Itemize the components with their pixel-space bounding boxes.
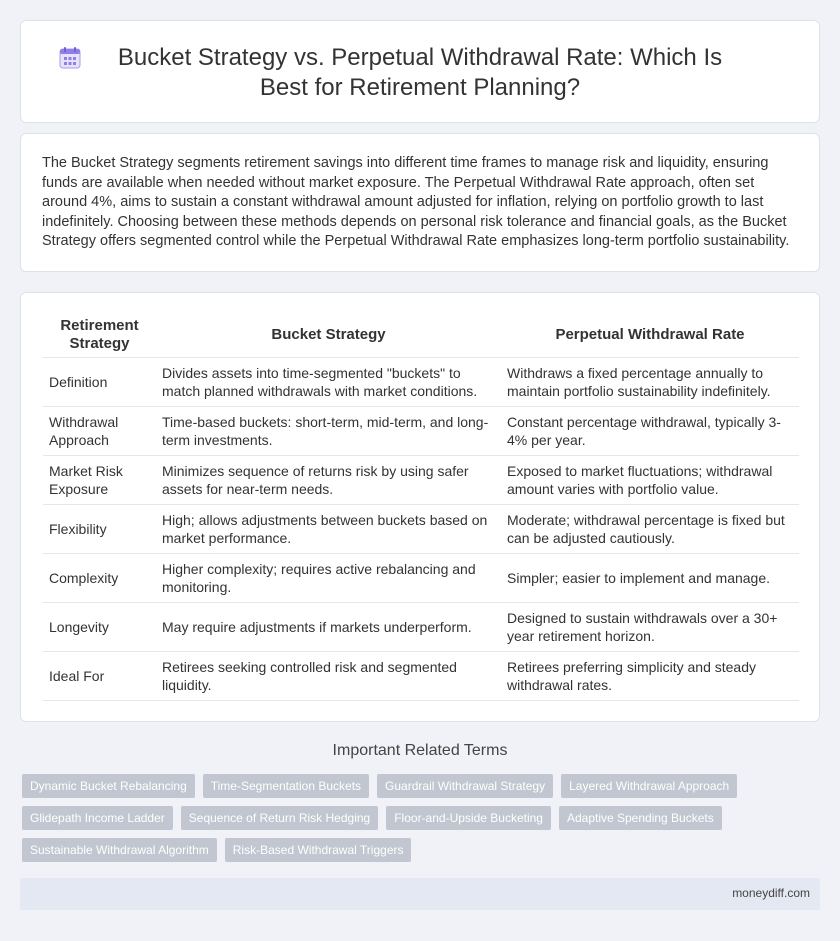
- related-terms-list: [22, 774, 802, 862]
- related-term-tag[interactable]: Layered Withdrawal Approach: [561, 774, 737, 798]
- row-label: Definition: [43, 357, 156, 406]
- column-header-strategy: Retirement Strategy: [43, 314, 156, 357]
- footer: [20, 878, 820, 910]
- footer-site-link[interactable]: moneydiff.com: [732, 886, 810, 900]
- perpetual-cell: Constant percentage withdrawal, typically 3-4% per year.: [501, 406, 799, 455]
- related-terms-title: Important Related Terms: [332, 742, 508, 759]
- row-label: Market Risk Exposure: [43, 455, 156, 504]
- row-label: Ideal For: [43, 651, 156, 700]
- column-header-bucket: Bucket Strategy: [156, 314, 501, 357]
- row-label: Withdrawal Approach: [43, 406, 156, 455]
- related-term-tag[interactable]: Dynamic Bucket Rebalancing: [22, 774, 195, 798]
- page-title: [21, 43, 819, 103]
- related-term-tag[interactable]: Risk-Based Withdrawal Triggers: [225, 838, 412, 862]
- column-header-perpetual: Perpetual Withdrawal Rate: [501, 314, 799, 357]
- table-row: [43, 357, 799, 406]
- row-label: Longevity: [43, 602, 156, 651]
- related-term-tag[interactable]: Guardrail Withdrawal Strategy: [377, 774, 553, 798]
- bucket-cell: May require adjustments if markets underperform.: [156, 602, 501, 651]
- bucket-cell: High; allows adjustments between buckets based on market performance.: [156, 504, 501, 553]
- bucket-cell: Higher complexity; requires active rebalancing and monitoring.: [156, 553, 501, 602]
- perpetual-cell: Withdraws a fixed percentage annually to maintain portfolio sustainability indefinitely.: [501, 357, 799, 406]
- intro-card: [20, 133, 820, 272]
- related-term-tag[interactable]: Sequence of Return Risk Hedging: [181, 806, 378, 830]
- table-header-row: [43, 314, 799, 357]
- related-term-tag[interactable]: Floor-and-Upside Bucketing: [386, 806, 551, 830]
- table-row: [43, 406, 799, 455]
- row-label: Complexity: [43, 553, 156, 602]
- page-title-text: Bucket Strategy vs. Perpetual Withdrawal Rate: Which Is Best for Retirement Planning?: [117, 44, 723, 101]
- table-row: [43, 455, 799, 504]
- related-term-tag[interactable]: Glidepath Income Ladder: [22, 806, 173, 830]
- perpetual-cell: Designed to sustain withdrawals over a 30+ year retirement horizon.: [501, 602, 799, 651]
- related-term-tag[interactable]: Sustainable Withdrawal Algorithm: [22, 838, 217, 862]
- intro-paragraph: The Bucket Strategy segments retirement savings into different time frames to manage risk and liquidity, ensuring funds are available when needed without market exposure. The Perpetual Withdrawal Rate approach, often set around 4%, aims to sustain a constant withdrawal amount adjusted for inflation, relying on portfolio growth to last indefinitely. Choosing between these methods depends on personal risk tolerance and financial goals, as the Bucket Strategy offers segmented control while the Perpetual Withdrawal Rate emphasizes long-term portfolio sustainability.: [42, 155, 790, 249]
- related-term-tag[interactable]: Time-Segmentation Buckets: [203, 774, 369, 798]
- bucket-cell: Minimizes sequence of returns risk by using safer assets for near-term needs.: [156, 455, 501, 504]
- table-row: [43, 602, 799, 651]
- title-card: [20, 20, 820, 123]
- bucket-cell: Divides assets into time-segmented "buckets" to match planned withdrawals with market conditions.: [156, 357, 501, 406]
- related-term-tag[interactable]: Adaptive Spending Buckets: [559, 806, 722, 830]
- perpetual-cell: Moderate; withdrawal percentage is fixed but can be adjusted cautiously.: [501, 504, 799, 553]
- perpetual-cell: Exposed to market fluctuations; withdrawal amount varies with portfolio value.: [501, 455, 799, 504]
- comparison-table: [43, 314, 799, 701]
- table-body: [43, 357, 799, 700]
- table-row: [43, 553, 799, 602]
- table-row: [43, 651, 799, 700]
- perpetual-cell: Retirees preferring simplicity and steady withdrawal rates.: [501, 651, 799, 700]
- bucket-cell: Retirees seeking controlled risk and segmented liquidity.: [156, 651, 501, 700]
- table-row: [43, 504, 799, 553]
- row-label: Flexibility: [43, 504, 156, 553]
- bucket-cell: Time-based buckets: short-term, mid-term, and long-term investments.: [156, 406, 501, 455]
- comparison-card: [20, 292, 820, 722]
- perpetual-cell: Simpler; easier to implement and manage.: [501, 553, 799, 602]
